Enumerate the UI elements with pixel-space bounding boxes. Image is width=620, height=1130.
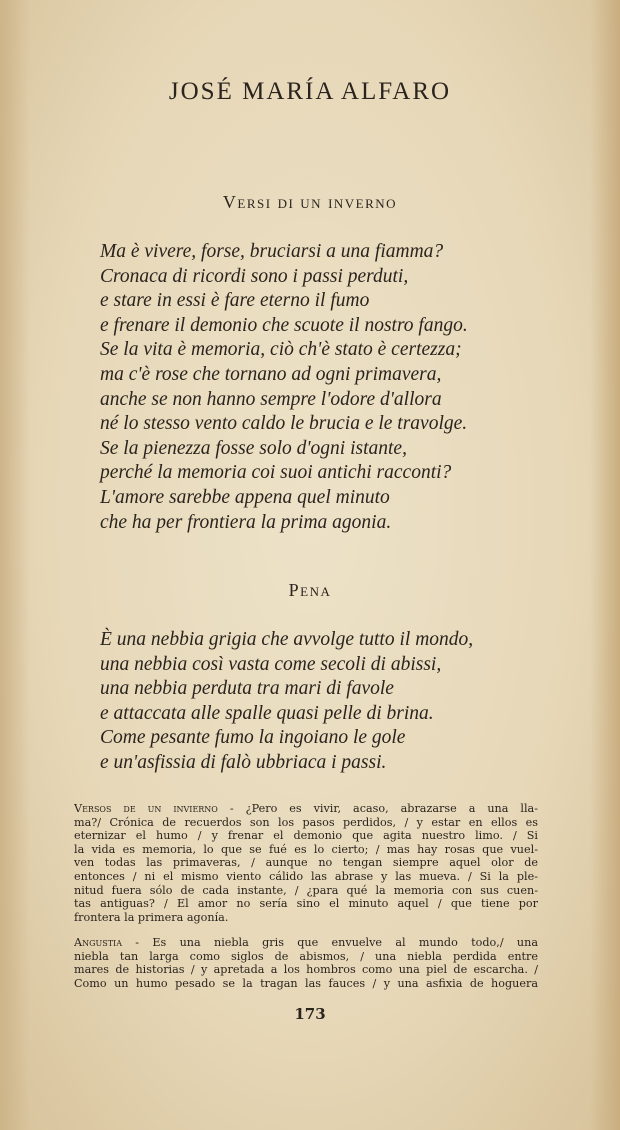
note-line: ven todas las primaveras, / aunque no tengan siempre aquel olor de [74,856,538,870]
poem-line: perché la memoria coi suoi antichi racconti? [100,462,452,484]
note-line: frontera la primera agonía. [74,910,229,924]
note-line: - Es una niebla gris que envuelve al mundo todo,/ una [121,936,538,949]
poem-line: e un'asfissia di falò ubbriaca i passi. [100,751,387,773]
note-line: Como un humo pesado se la tragan las fauces / y una asfixia de hoguera [74,976,538,990]
note-line: tas antiguas? / El amor no sería sino el minuto aquel / que tiene por [74,897,538,911]
poem-line: e attaccata alle spalle quasi pelle di brina. [100,702,434,724]
note-heading: Versos de un invierno [74,802,218,815]
page-edge-shadow [590,0,620,1130]
poem-line: né lo stesso vento caldo le brucia e le travolge. [100,413,468,435]
poem-body [100,628,473,776]
poem-title: Versi di un inverno [222,192,398,212]
note-line: nitud fuera sólo de cada instante, / ¿para qué la memoria con sus cuen- [74,883,538,897]
translation-note [74,936,538,990]
author-heading: JOSÉ MARÍA ALFARO [168,78,452,105]
note-heading: Angustia [74,936,122,949]
poem-line: una nebbia perduta tra mari di favole [100,678,394,700]
poem-line: ma c'è rose che tornano ad ogni primavera, [100,363,442,385]
note-line: ma?/ Crónica de recuerdos son los pasos perdidos, / y estar en ellos es [74,815,538,829]
poem-line: Cronaca di ricordi sono i passi perduti, [100,265,409,287]
note-line: eternizar el humo / y frenar el demonio que agita nuestro limo. / Si [74,829,538,843]
poem-line: Come pesante fumo la ingoiano le gole [100,727,406,749]
translation-note [74,802,538,924]
note-line: mares de historias / y apretada a los hombros como una piel de escarcha. / [74,963,538,977]
poem-title: Pena [288,580,332,600]
note-line: entonces / ni el mismo viento cálido las abrase y las mueva. / Si la ple- [74,869,538,883]
page-number: 173 [294,1005,326,1023]
note-line: - ¿Pero es vivir, acaso, abrazarse a una lla- [217,802,538,815]
poem-line: È una nebbia grigia che avvolge tutto il mondo, [100,629,474,650]
poem-body [100,240,468,535]
page-edge-shadow [0,0,30,1130]
poem-line: e stare in essi è fare eterno il fumo [100,290,370,312]
note-line: niebla tan larga como siglos de abismos, / una niebla perdida entre [74,949,538,963]
poem-line: Se la vita è memoria, ciò ch'è stato è certezza; [100,339,462,361]
poem-line: Ma è vivere, forse, bruciarsi a una fiamma? [100,241,444,262]
note-line: la vida es memoria, lo que se fué es lo cierto; / mas hay rosas que vuel- [74,842,538,856]
poem-line: e frenare il demonio che scuote il nostro fango. [100,314,468,336]
poem-line: Se la pienezza fosse solo d'ogni istante, [100,437,407,459]
poem-line: L'amore sarebbe appena quel minuto [100,486,390,508]
poem-line: anche se non hanno sempre l'odore d'allora [100,388,442,410]
poem-line: una nebbia così vasta come secoli di abissi, [100,653,442,675]
poem-line: che ha per frontiera la prima agonia. [100,511,392,533]
